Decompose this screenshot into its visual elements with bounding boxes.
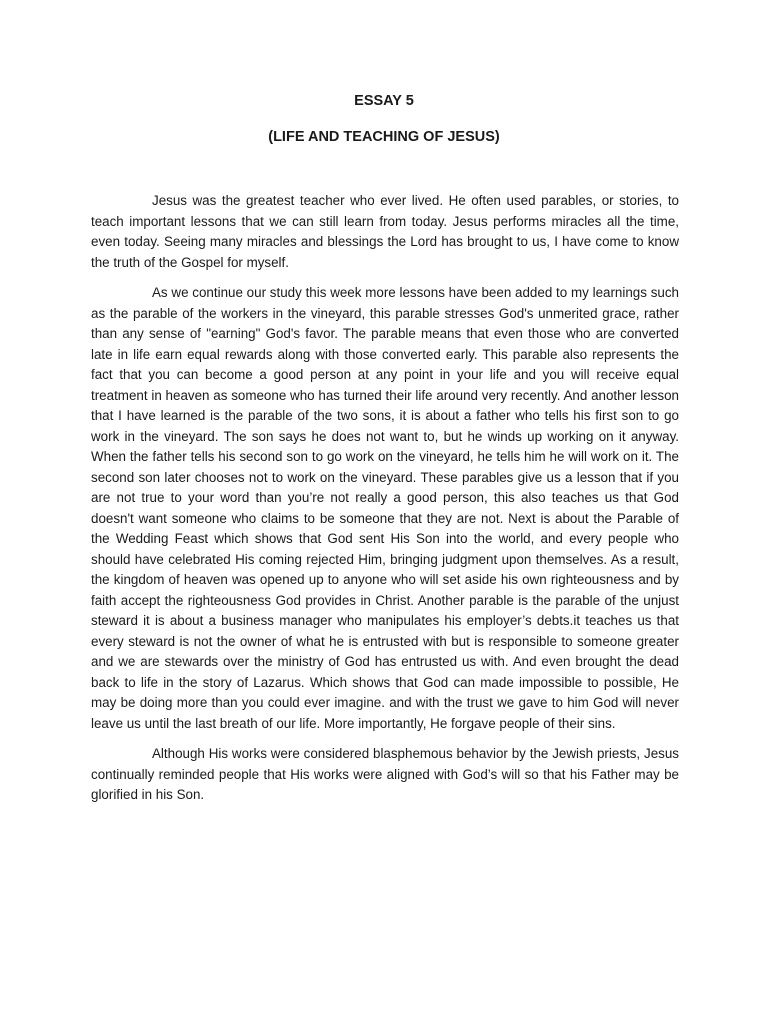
paragraph-conclusion: Although His works were considered blasphemous behavior by the Jewish priests, Jesus continually reminded people that His works were aligned with God’s will so that his Father may be glorified in his Son. [91,746,679,802]
paragraph-parables: As we continue our study this week more lessons have been added to my learnings such as the parable of the workers in the vineyard, this parable stresses God's unmerited grace, rather than any sense of "earning" God's favor. The parable means that even those who are converted late in life earn equal rewards along with those converted early. This parable also represents the fact that you can become a good person at any point in your life and you will receive equal treatment in heaven as someone who has turned their life around very recently. And another lesson that I have learned is the parable of the two sons, it is about a father who tells his first son to go work in the vineyard. The son says he does not want to, but he winds up working on it anyway. When the father tells his second son to go work on the vineyard, he tells him he will work on it. The second son later chooses not to work on the vineyard. These parables give us a lesson that if you are not true to your word than you’re not really a good person, this also teaches us that God doesn't want someone who claims to be someone that they are not. Next is about the Parable of the Wedding Feast which shows that God sent His Son into the world, and every people who should have celebrated His coming rejected Him, bringing judgment upon themselves. As a result, the kingdom of heaven was opened up to anyone who will set aside his own righteousness and by faith accept the righteousness God provides in Christ. Another parable is the parable of the unjust steward it is about a business manager who manipulates his employer’s debts.it teaches us that every steward is not the owner of what he is entrusted with but is responsible to someone greater and we are stewards over the ministry of God has entrusted us with. And even brought the dead back to life in the story of Lazarus. Which shows that God can made impossible to possible, He may be doing more than you could ever imagine. and with the trust we gave to him God will never leave us until the last breath of our life. More importantly, He forgave people of their sins. [91,285,679,731]
essay-subtitle: (LIFE AND TEACHING OF JESUS) [268,129,500,145]
essay-body [91,191,679,816]
essay-title: ESSAY 5 [354,93,414,109]
paragraph-intro: Jesus was the greatest teacher who ever lived. He often used parables, or stories, to teach important lessons that we can still learn from today. Jesus performs miracles all the time, even today. Seeing many miracles and blessings the Lord has brought to us, I have come to know the truth of the Gospel for myself. [91,193,679,270]
